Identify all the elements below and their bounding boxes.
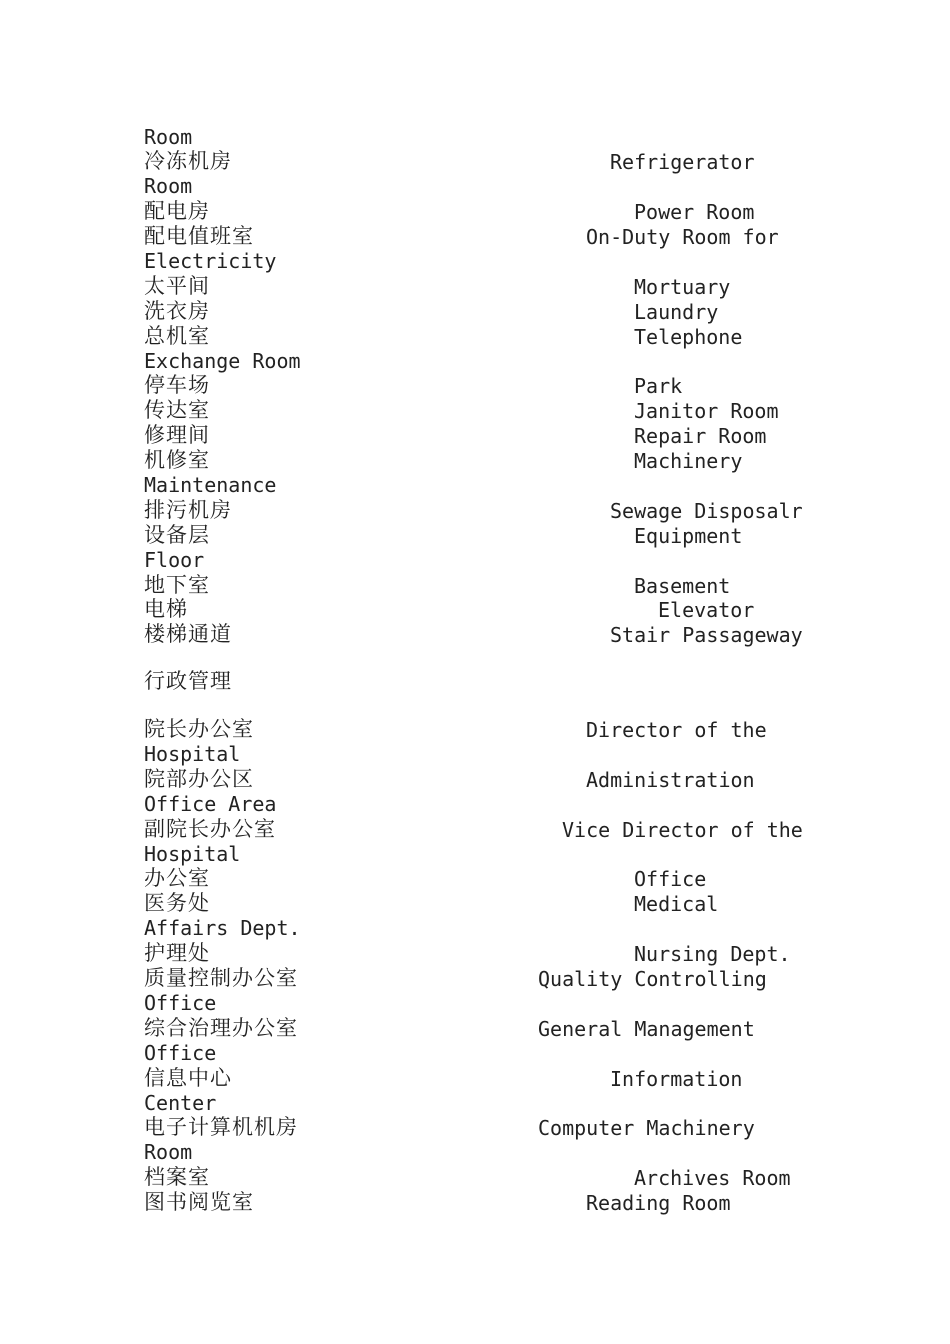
- term-english: Information: [610, 1067, 743, 1091]
- term-chinese: 医务处: [144, 891, 210, 915]
- term-chinese: 质量控制办公室: [144, 966, 298, 990]
- term-chinese: 洗衣房: [144, 299, 210, 323]
- term-english: Elevator: [658, 598, 755, 622]
- term-english: Administration: [586, 768, 755, 792]
- term-english: Mortuary: [634, 275, 731, 299]
- term-chinese: 综合治理办公室: [144, 1016, 298, 1040]
- term-english: Equipment: [634, 524, 743, 548]
- term-english: Reading Room: [586, 1191, 731, 1215]
- term-english: Stair Passageway: [610, 623, 803, 647]
- continuation-text: Hospital: [144, 842, 241, 866]
- term-english: Park: [634, 374, 683, 398]
- term-english: Laundry: [634, 300, 719, 324]
- term-chinese: 电子计算机机房: [144, 1115, 298, 1139]
- term-english: Machinery: [634, 449, 743, 473]
- term-english: Director of the: [586, 718, 767, 742]
- term-chinese: 楼梯通道: [144, 622, 232, 646]
- continuation-text: Electricity: [144, 249, 277, 273]
- term-chinese: 护理处: [144, 941, 210, 965]
- term-english: Archives Room: [634, 1166, 791, 1190]
- term-english: Sewage Disposalr: [610, 499, 803, 523]
- continuation-text: Affairs Dept.: [144, 916, 301, 940]
- continuation-text: Office: [144, 991, 217, 1015]
- continuation-text: Exchange Room: [144, 349, 301, 373]
- term-english: Vice Director of the: [562, 818, 803, 842]
- term-chinese: 副院长办公室: [144, 817, 276, 841]
- term-chinese: 院长办公室: [144, 717, 254, 741]
- term-chinese: 信息中心: [144, 1066, 232, 1090]
- term-english: Janitor Room: [634, 399, 779, 423]
- continuation-text: Center: [144, 1091, 217, 1115]
- term-english: On-Duty Room for: [586, 225, 779, 249]
- continuation-text: Office Area: [144, 792, 277, 816]
- term-english: Quality Controlling: [538, 967, 767, 991]
- continuation-text: Hospital: [144, 742, 241, 766]
- term-chinese: 太平间: [144, 274, 210, 298]
- continuation-text: Room: [144, 174, 193, 198]
- continuation-text: Room: [144, 125, 193, 149]
- term-chinese: 图书阅览室: [144, 1190, 254, 1214]
- term-chinese: 停车场: [144, 373, 210, 397]
- term-english: Medical: [634, 892, 719, 916]
- term-chinese: 冷冻机房: [144, 149, 232, 173]
- term-chinese: 设备层: [144, 523, 210, 547]
- term-chinese: 排污机房: [144, 498, 232, 522]
- term-chinese: 档案室: [144, 1165, 210, 1189]
- term-chinese: 院部办公区: [144, 767, 254, 791]
- term-english: Telephone: [634, 325, 743, 349]
- term-chinese: 办公室: [144, 866, 210, 890]
- section-title: 行政管理: [144, 669, 232, 693]
- continuation-text: Floor: [144, 548, 205, 572]
- term-english: Nursing Dept.: [634, 942, 791, 966]
- term-english: Repair Room: [634, 424, 767, 448]
- continuation-text: Room: [144, 1140, 193, 1164]
- term-english: Computer Machinery: [538, 1116, 755, 1140]
- term-english: Refrigerator: [610, 150, 755, 174]
- term-chinese: 配电房: [144, 199, 210, 223]
- term-chinese: 修理间: [144, 423, 210, 447]
- continuation-text: Office: [144, 1041, 217, 1065]
- term-chinese: 地下室: [144, 573, 210, 597]
- term-chinese: 传达室: [144, 398, 210, 422]
- term-english: General Management: [538, 1017, 755, 1041]
- term-english: Basement: [634, 574, 731, 598]
- continuation-text: Maintenance: [144, 473, 277, 497]
- term-chinese: 机修室: [144, 448, 210, 472]
- term-english: Power Room: [634, 200, 755, 224]
- term-chinese: 配电值班室: [144, 224, 254, 248]
- term-chinese: 总机室: [144, 324, 210, 348]
- term-chinese: 电梯: [144, 597, 188, 621]
- term-english: Office: [634, 867, 707, 891]
